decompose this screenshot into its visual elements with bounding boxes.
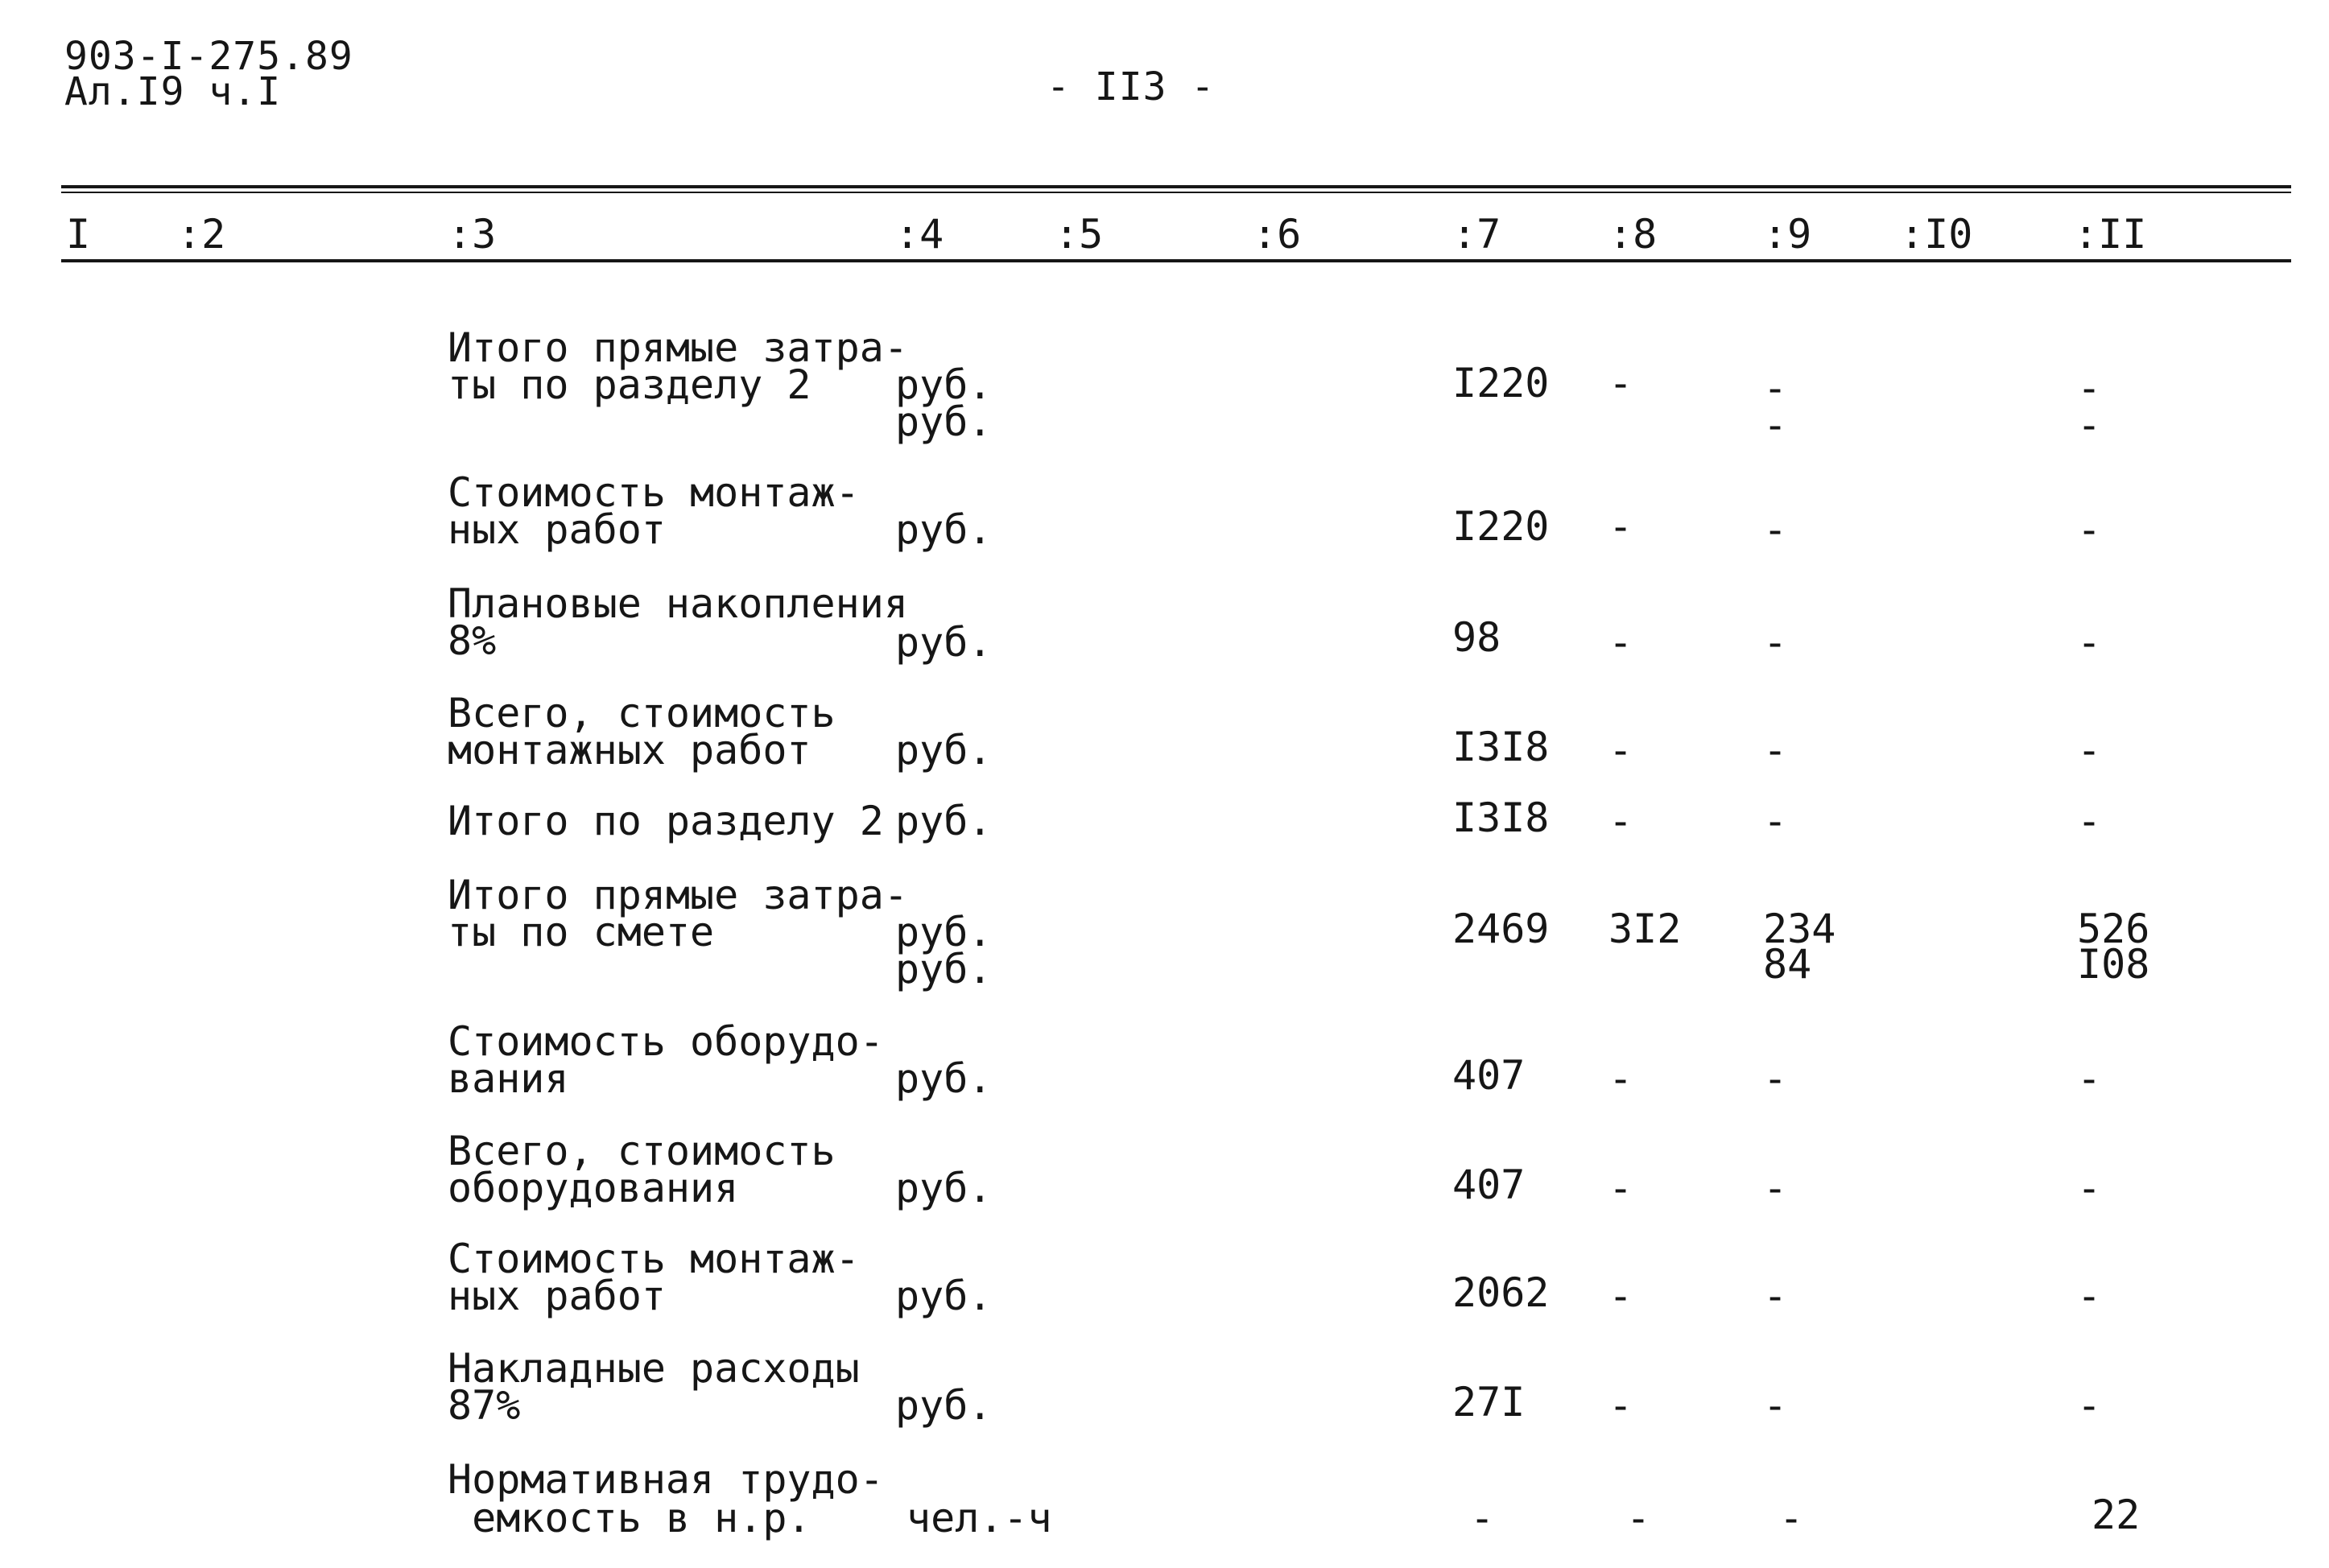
row-value-col7: 2469: [1452, 906, 1550, 952]
row-value-col11: I08: [2077, 941, 2150, 988]
column-header-7: :7: [1452, 211, 1501, 258]
row-value-col9: -: [1763, 1273, 1788, 1319]
column-header-4: :4: [895, 211, 944, 258]
column-header-9: :9: [1763, 211, 1812, 258]
row-unit: руб.: [895, 1382, 993, 1429]
row-label-line2: ных работ: [448, 506, 666, 553]
row-label-line1: Всего, стоимость: [448, 1128, 836, 1174]
row-unit: руб.: [895, 398, 993, 445]
row-value-col8: -: [1608, 1382, 1633, 1429]
row-value-col8: -: [1608, 798, 1633, 844]
row-label-line2: ных работ: [448, 1273, 666, 1319]
header-bottom-rule: [61, 259, 2291, 262]
row-value-col7: I220: [1452, 360, 1550, 406]
table-top-rule-thin: [61, 192, 2291, 193]
row-unit: руб.: [895, 619, 993, 666]
column-header-3: :3: [448, 211, 497, 258]
row-label-line1: Всего, стоимость: [448, 690, 836, 737]
row-value-col8: 3I2: [1608, 906, 1682, 952]
row-label-line1: Стоимость оборудо-: [448, 1018, 884, 1065]
row-value-col11: -: [2077, 727, 2102, 774]
row-value-col7: -: [1470, 1495, 1495, 1541]
row-label-line1: Нормативная трудо-: [448, 1456, 884, 1503]
row-value-col9: -: [1763, 1382, 1788, 1429]
row-value-col7: 407: [1452, 1052, 1526, 1099]
row-unit: руб.: [895, 506, 993, 553]
row-value-col11: -: [2077, 1055, 2102, 1102]
row-value-col9: -: [1763, 1165, 1788, 1211]
row-unit: руб.: [895, 1055, 993, 1102]
row-value-col11: -: [2077, 506, 2102, 553]
row-value-col9: -: [1763, 798, 1788, 844]
column-header-6: :6: [1253, 211, 1302, 258]
row-value-col7: I220: [1452, 503, 1550, 550]
row-value-col8: -: [1608, 727, 1633, 774]
row-value-col8: -: [1608, 619, 1633, 666]
row-value-col11: -: [2077, 1382, 2102, 1429]
row-value-col8: -: [1608, 360, 1633, 406]
row-label-line1: Стоимость монтаж-: [448, 469, 860, 516]
row-label-line1: Плановые накопления: [448, 580, 908, 627]
column-header-1: I: [66, 211, 91, 258]
row-label-line1: Стоимость монтаж-: [448, 1236, 860, 1282]
row-value-col9: -: [1763, 619, 1788, 666]
row-value-col9: -: [1763, 506, 1788, 553]
row-unit: руб.: [895, 1165, 993, 1211]
row-value-col11: -: [2077, 402, 2102, 448]
row-value-col11: -: [2077, 1273, 2102, 1319]
row-value-col8: -: [1626, 1495, 1651, 1541]
row-value-col9: 84: [1763, 941, 1812, 988]
row-value-col8: -: [1608, 1165, 1633, 1211]
column-header-8: :8: [1608, 211, 1658, 258]
row-label-line2: ты по смете: [448, 909, 715, 955]
row-value-col9: 234: [1763, 906, 1836, 952]
table-top-rule: [61, 185, 2291, 188]
row-label-line1: Итого прямые затра-: [448, 324, 908, 371]
row-label-line1: Накладные расходы: [448, 1345, 860, 1392]
row-label-line2: вания: [448, 1055, 569, 1102]
sheet-number: Ал.I9 ч.I: [64, 69, 282, 114]
row-value-col8: -: [1608, 503, 1633, 550]
row-label-line2: оборудования: [448, 1165, 739, 1211]
row-label-line1: Итого прямые затра-: [448, 872, 908, 918]
row-unit: чел.-ч: [906, 1495, 1052, 1541]
row-value-col7: 2062: [1452, 1269, 1550, 1316]
row-value-col11: 526: [2077, 906, 2150, 952]
row-value-col11: -: [2077, 619, 2102, 666]
row-value-col11: -: [2077, 798, 2102, 844]
page-number: - II3 -: [1047, 64, 1216, 109]
row-label-line2: 8%: [448, 617, 497, 664]
row-label-line2: монтажных работ: [448, 727, 811, 774]
row-unit: руб.: [895, 1273, 993, 1319]
row-value-col7: 27I: [1452, 1379, 1526, 1426]
row-value-col9: -: [1763, 365, 1788, 411]
column-header-10: :I0: [1900, 211, 1973, 258]
row-value-col11: 22: [2092, 1492, 2141, 1538]
column-header-11: :II: [2074, 211, 2147, 258]
row-value-col11: -: [2077, 365, 2102, 411]
row-unit: руб.: [895, 909, 993, 955]
row-value-col9: -: [1763, 727, 1788, 774]
row-value-col8: -: [1608, 1055, 1633, 1102]
row-value-col8: -: [1608, 1273, 1633, 1319]
row-unit: руб.: [895, 798, 993, 844]
row-value-col11: -: [2077, 1165, 2102, 1211]
row-value-col9: -: [1779, 1495, 1804, 1541]
row-value-col7: I3I8: [1452, 794, 1550, 841]
row-label-line2: емкость в н.р.: [448, 1495, 811, 1541]
row-label-line1: Итого по разделу 2: [448, 798, 884, 844]
row-unit: руб.: [895, 361, 993, 408]
row-value-col9: -: [1763, 1055, 1788, 1102]
row-value-col7: 407: [1452, 1162, 1526, 1208]
column-header-2: :2: [177, 211, 226, 258]
column-header-5: :5: [1055, 211, 1104, 258]
row-value-col7: 98: [1452, 614, 1501, 661]
row-value-col9: -: [1763, 402, 1788, 448]
document-code: 903-I-275.89: [64, 34, 353, 79]
row-label-line2: ты по разделу 2: [448, 361, 811, 408]
row-value-col7: I3I8: [1452, 724, 1550, 770]
row-unit: руб.: [895, 727, 993, 774]
row-unit: руб.: [895, 946, 993, 992]
row-label-line2: 87%: [448, 1382, 521, 1429]
